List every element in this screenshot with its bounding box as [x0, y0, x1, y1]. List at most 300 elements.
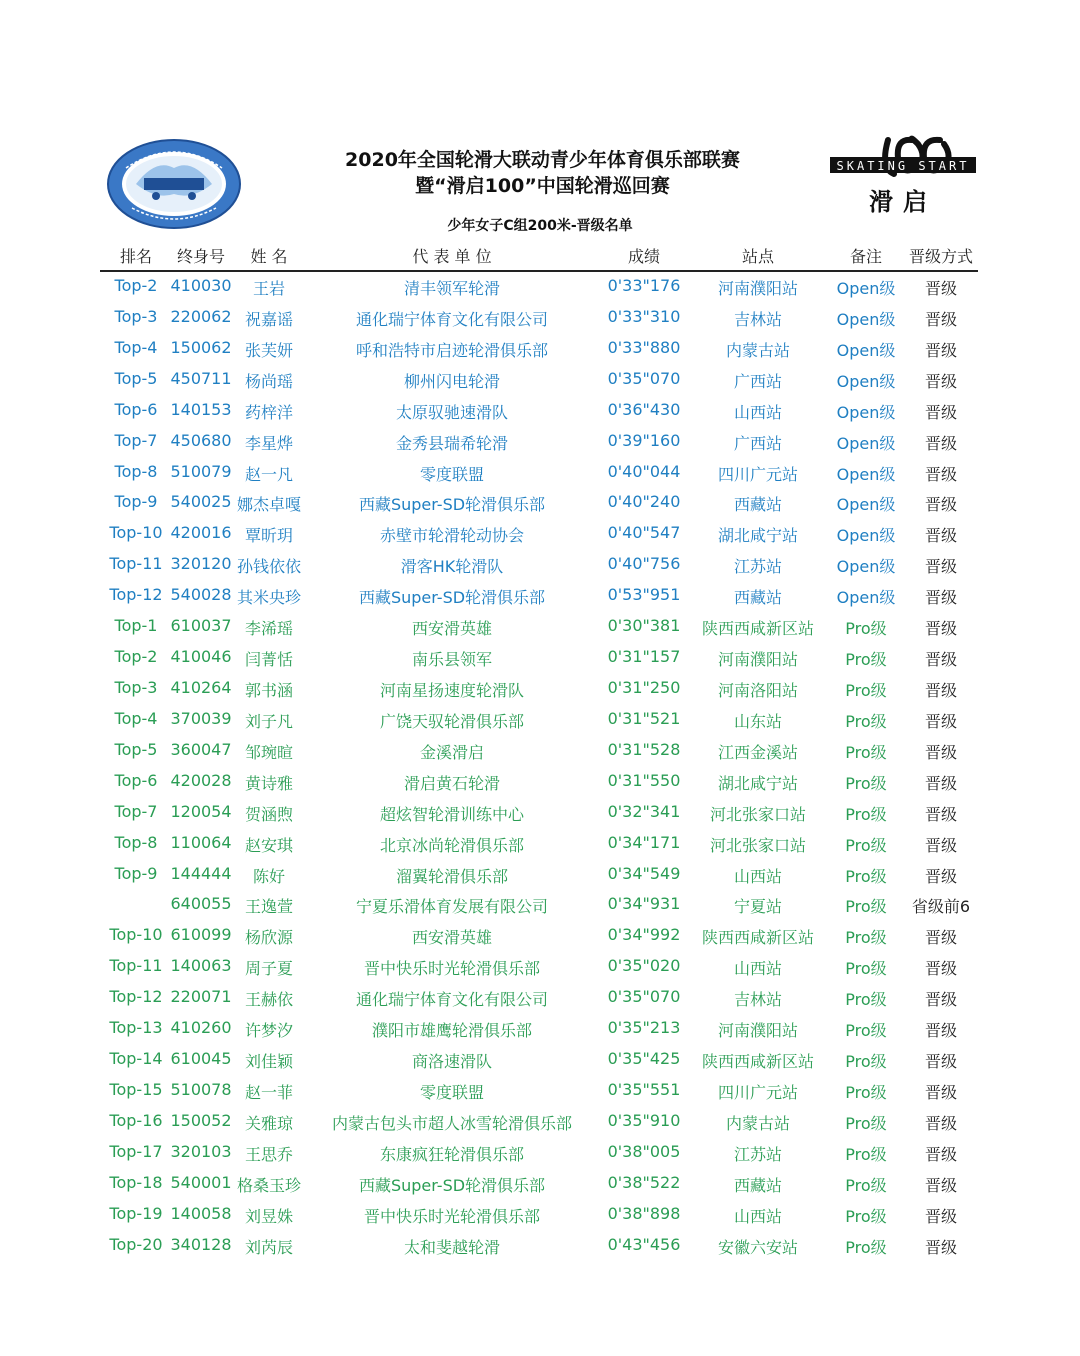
cell-name: 娜杰卓嘎: [236, 495, 301, 515]
cell-id: 320103: [170, 1141, 232, 1161]
cell-score: 0'35"551: [607, 1079, 681, 1099]
table-row: [100, 1076, 978, 1107]
cell-name: 赵安琪: [244, 835, 293, 855]
cell-score: 0'35"425: [607, 1049, 681, 1069]
cell-id: 370039: [170, 708, 232, 728]
cell-name: 格桑玉珍: [236, 1175, 301, 1195]
cell-note: Pro级: [845, 804, 887, 824]
cell-name: 郭书涵: [244, 680, 293, 700]
cell-note: Pro级: [845, 773, 887, 793]
cell-id: 540001: [170, 1172, 232, 1192]
cell-way: 晋级: [924, 1082, 957, 1102]
cell-note: Pro级: [845, 928, 887, 948]
table-row: [100, 767, 978, 798]
cell-id: 410046: [170, 647, 232, 667]
cell-score: 0'30"381: [607, 616, 681, 636]
cell-way: 晋级: [924, 680, 957, 700]
cell-rank: Top-16: [109, 1110, 163, 1130]
cell-unit: 内蒙古包头市超人冰雪轮滑俱乐部: [331, 1113, 572, 1133]
cell-note: Pro级: [845, 1082, 887, 1102]
cell-name: 孙钱依依: [236, 557, 301, 577]
cell-note: Open级: [836, 433, 896, 453]
cell-way: 晋级: [924, 928, 957, 948]
cell-unit: 清丰领军轮滑: [403, 279, 500, 298]
table-row: [100, 303, 978, 334]
cell-id: 420028: [170, 770, 232, 790]
cell-rank: Top-4: [114, 708, 158, 728]
cell-way: 晋级: [924, 990, 957, 1010]
cell-id: 410030: [170, 276, 232, 295]
cell-unit: 太和斐越轮滑: [403, 1237, 500, 1257]
cell-rank: Top-1: [114, 616, 158, 636]
table-row: [100, 736, 978, 767]
table-row: [100, 272, 978, 303]
cell-rank: Top-18: [109, 1172, 163, 1192]
cell-way: 晋级: [924, 526, 957, 546]
cell-unit: 柳州闪电轮滑: [403, 371, 500, 391]
cell-id: 610099: [170, 925, 232, 945]
cell-id: 140153: [170, 399, 232, 419]
cell-note: Pro级: [845, 866, 887, 886]
table-row: [100, 1107, 978, 1138]
cell-unit: 西安滑英雄: [411, 619, 492, 639]
cell-name: 李星烨: [244, 433, 293, 453]
cell-note: Pro级: [845, 1144, 887, 1164]
table-row: [100, 519, 978, 550]
cell-note: Pro级: [845, 1021, 887, 1041]
cell-way: 晋级: [924, 371, 957, 391]
cell-rank: Top-8: [114, 832, 158, 852]
cell-note: Open级: [836, 588, 896, 608]
cell-note: Pro级: [845, 1175, 887, 1195]
cell-station: 内蒙古站: [725, 1113, 790, 1133]
cell-rank: Top-3: [114, 306, 158, 326]
header-id: 终身号: [176, 247, 225, 266]
cell-score: 0'33"310: [607, 306, 681, 326]
cell-note: Pro级: [845, 711, 887, 731]
cell-id: 140063: [170, 956, 232, 976]
cell-rank: Top-7: [114, 801, 158, 821]
cell-unit: 晋中快乐时光轮滑俱乐部: [363, 1206, 540, 1226]
cell-note: Pro级: [845, 742, 887, 762]
cell-score: 0'31"550: [607, 770, 681, 790]
cell-unit: 东康疯狂轮滑俱乐部: [379, 1144, 524, 1164]
cell-score: 0'36"430: [607, 399, 681, 419]
cell-id: 610037: [170, 616, 232, 636]
cell-name: 贺涵煦: [244, 804, 293, 824]
cell-name: 张芙妍: [244, 340, 293, 360]
header-station: 站点: [741, 247, 774, 266]
cell-rank: Top-5: [114, 739, 158, 759]
header-rank: 排名: [119, 247, 152, 266]
cell-name: 刘佳颖: [244, 1052, 293, 1072]
cell-note: Pro级: [845, 1113, 887, 1133]
cell-id: 420016: [170, 523, 232, 543]
cell-id: 360047: [170, 739, 232, 759]
cell-station: 陕西西咸新区站: [701, 619, 814, 639]
cell-id: 540025: [170, 492, 232, 512]
cell-score: 0'33"880: [607, 337, 681, 357]
cell-station: 山西站: [733, 402, 782, 422]
table-row: [100, 1014, 978, 1045]
cell-rank: Top-8: [114, 461, 158, 481]
cell-way: 晋级: [924, 433, 957, 453]
skating-start-logo: [828, 130, 978, 220]
table-row: [100, 1200, 978, 1231]
table-row: [100, 581, 978, 612]
cell-rank: Top-6: [114, 770, 158, 790]
cell-unit: 西藏Super-SD轮滑俱乐部: [358, 495, 546, 515]
cell-score: 0'35"070: [607, 987, 681, 1007]
cell-station: 河南濮阳站: [717, 1021, 798, 1041]
cell-way: 晋级: [924, 804, 957, 824]
cell-station: 湖北咸宁站: [717, 526, 798, 546]
cell-note: Pro级: [845, 1237, 887, 1257]
cell-unit: 溜翼轮滑俱乐部: [395, 866, 508, 886]
cell-unit: 广饶天驭轮滑俱乐部: [379, 711, 524, 731]
cell-way: 晋级: [924, 495, 957, 515]
cell-score: 0'32"341: [607, 801, 681, 821]
table-row: [100, 890, 978, 921]
cell-rank: Top-4: [114, 337, 158, 357]
cell-name: 赵一菲: [244, 1082, 293, 1102]
cell-note: Pro级: [845, 1206, 887, 1226]
cell-unit: 金秀县瑞希轮滑: [395, 433, 508, 453]
table-row: [100, 829, 978, 860]
table-row: [100, 550, 978, 581]
cell-way: 晋级: [924, 464, 957, 484]
cell-station: 湖北咸宁站: [717, 773, 798, 793]
table-row: [100, 674, 978, 705]
cell-way: 晋级: [924, 742, 957, 762]
cell-station: 吉林站: [733, 309, 782, 329]
cell-station: 宁夏站: [733, 897, 782, 917]
cell-name: 其米央珍: [236, 588, 301, 608]
table-row: [100, 1169, 978, 1200]
cell-id: 510078: [170, 1079, 232, 1099]
cell-unit: 北京冰尚轮滑俱乐部: [379, 835, 524, 855]
table-row: [100, 488, 978, 519]
cell-score: 0'31"157: [607, 647, 681, 667]
cell-id: 410260: [170, 1018, 232, 1038]
cell-score: 0'34"931: [607, 894, 681, 914]
cell-station: 河南濮阳站: [717, 279, 798, 298]
cell-way: 晋级: [924, 309, 957, 329]
cell-way: 晋级: [924, 835, 957, 855]
cell-station: 内蒙古站: [725, 340, 790, 360]
table-row: [100, 612, 978, 643]
cell-score: 0'35"213: [607, 1018, 681, 1038]
cell-name: 王岩: [252, 279, 285, 298]
cell-rank: Top-11: [109, 956, 163, 976]
cell-score: 0'39"160: [607, 430, 681, 450]
cell-note: Pro级: [845, 650, 887, 670]
cell-note: Open级: [836, 495, 896, 515]
results-table: [100, 272, 978, 1262]
cell-way: 晋级: [924, 773, 957, 793]
cell-score: 0'31"521: [607, 708, 681, 728]
table-header: [100, 242, 978, 272]
cell-note: Open级: [836, 557, 896, 577]
cell-id: 140058: [170, 1203, 232, 1223]
svg-text:滑启: 滑启: [869, 188, 937, 216]
cell-name: 李浠瑶: [244, 619, 293, 639]
table-row: [100, 983, 978, 1014]
cell-rank: Top-11: [109, 554, 163, 574]
cell-station: 山东站: [733, 711, 782, 731]
cell-station: 安徽六安站: [717, 1237, 798, 1257]
cell-way: 晋级: [924, 959, 957, 979]
cell-id: 540028: [170, 585, 232, 605]
cell-name: 刘芮辰: [244, 1237, 293, 1257]
cell-note: Pro级: [845, 835, 887, 855]
cell-name: 周子夏: [244, 959, 293, 979]
cell-name: 陈好: [252, 866, 285, 886]
cell-rank: Top-10: [109, 523, 163, 543]
cell-station: 河北张家口站: [709, 804, 806, 824]
cell-rank: Top-6: [114, 399, 158, 419]
cell-rank: Top-12: [109, 987, 163, 1007]
cell-unit: 西藏Super-SD轮滑俱乐部: [358, 588, 546, 608]
cell-rank: Top-9: [114, 863, 158, 883]
table-row: [100, 334, 978, 365]
cell-way: 晋级: [924, 711, 957, 731]
table-row: [100, 458, 978, 489]
cell-rank: Top-5: [114, 368, 158, 388]
cell-rank: Top-14: [109, 1049, 163, 1069]
cell-score: 0'38"898: [607, 1203, 681, 1223]
cell-score: 0'31"250: [607, 677, 681, 697]
cell-rank: Top-9: [114, 492, 158, 512]
cell-name: 黄诗雅: [244, 773, 293, 793]
cell-note: Pro级: [845, 959, 887, 979]
cell-rank: Top-2: [114, 647, 158, 667]
list-subtitle: 少年女子C组200米-晋级名单: [447, 218, 633, 234]
cell-station: 西藏站: [733, 588, 782, 608]
cell-note: Open级: [836, 279, 896, 298]
cell-id: 450711: [170, 368, 232, 388]
cell-score: 0'35"070: [607, 368, 681, 388]
cell-note: Open级: [836, 526, 896, 546]
cell-id: 220062: [170, 306, 232, 326]
cell-way: 晋级: [924, 557, 957, 577]
cell-note: Open级: [836, 309, 896, 329]
cell-way: 晋级: [924, 340, 957, 360]
cell-station: 西藏站: [733, 1175, 782, 1195]
cell-station: 江苏站: [733, 557, 782, 577]
cell-station: 江西金溪站: [717, 742, 798, 762]
cell-id: 340128: [170, 1234, 232, 1254]
table-row: [100, 921, 978, 952]
cell-score: 0'35"020: [607, 956, 681, 976]
cell-score: 0'40"547: [607, 523, 681, 543]
cell-rank: Top-7: [114, 430, 158, 450]
cell-id: 110064: [170, 832, 232, 852]
cell-station: 河南洛阳站: [717, 680, 798, 700]
header-way: 晋级方式: [908, 247, 973, 266]
cell-note: Pro级: [845, 1052, 887, 1072]
cell-name: 王思乔: [244, 1144, 293, 1164]
cell-way: 晋级: [924, 1113, 957, 1133]
cell-rank: Top-13: [109, 1018, 163, 1038]
cell-name: 刘昱姝: [244, 1206, 293, 1226]
cell-way: 晋级: [924, 588, 957, 608]
cell-score: 0'38"522: [607, 1172, 681, 1192]
table-row: [100, 396, 978, 427]
cell-name: 祝嘉谣: [244, 309, 293, 329]
header-unit: 代 表 单 位: [412, 247, 492, 266]
page-title-line2: 暨“滑启100”中国轮滑巡回赛: [415, 175, 670, 197]
cell-unit: 南乐县领军: [411, 650, 492, 670]
cell-way: 晋级: [924, 1206, 957, 1226]
cell-way: 晋级: [924, 1021, 957, 1041]
cell-unit: 濮阳市雄鹰轮滑俱乐部: [371, 1021, 532, 1041]
cell-note: Open级: [836, 340, 896, 360]
cell-way: 晋级: [924, 402, 957, 422]
cell-station: 四川广元站: [717, 1082, 798, 1102]
cell-unit: 通化瑞宁体育文化有限公司: [355, 309, 548, 329]
cell-id: 120054: [170, 801, 232, 821]
cell-note: Pro级: [845, 680, 887, 700]
table-row: [100, 1138, 978, 1169]
table-row: [100, 1231, 978, 1262]
cell-way: 晋级: [924, 650, 957, 670]
cell-score: 0'34"171: [607, 832, 681, 852]
cell-rank: Top-20: [109, 1234, 163, 1254]
cell-station: 吉林站: [733, 990, 782, 1010]
cell-name: 关雅琼: [244, 1113, 293, 1133]
table-row: [100, 1045, 978, 1076]
association-logo: [106, 138, 242, 230]
cell-way: 省级前6: [911, 897, 971, 917]
cell-name: 杨欣源: [244, 928, 293, 948]
cell-station: 河南濮阳站: [717, 650, 798, 670]
cell-note: Open级: [836, 371, 896, 391]
cell-id: 410264: [170, 677, 232, 697]
cell-score: 0'31"528: [607, 739, 681, 759]
cell-unit: 西安滑英雄: [411, 928, 492, 948]
cell-unit: 滑启黄石轮滑: [403, 773, 500, 793]
cell-station: 西藏站: [733, 495, 782, 515]
cell-note: Open级: [836, 402, 896, 422]
cell-name: 药梓洋: [244, 402, 293, 422]
cell-id: 450680: [170, 430, 232, 450]
cell-station: 河北张家口站: [709, 835, 806, 855]
cell-score: 0'34"992: [607, 925, 681, 945]
cell-id: 150062: [170, 337, 232, 357]
table-row: [100, 427, 978, 458]
cell-score: 0'34"549: [607, 863, 681, 883]
cell-station: 陕西西咸新区站: [701, 928, 814, 948]
cell-unit: 滑客HK轮滑队: [400, 557, 504, 577]
table-row: [100, 952, 978, 983]
cell-id: 510079: [170, 461, 232, 481]
cell-name: 赵一凡: [244, 464, 293, 484]
cell-rank: Top-17: [109, 1141, 163, 1161]
cell-score: 0'35"910: [607, 1110, 681, 1130]
cell-station: 山西站: [733, 959, 782, 979]
cell-rank: Top-10: [109, 925, 163, 945]
table-row: [100, 798, 978, 829]
svg-text:SKATING START: SKATING START: [836, 159, 970, 173]
cell-name: 邹琬暄: [244, 742, 293, 762]
cell-id: 610045: [170, 1049, 232, 1069]
cell-station: 山西站: [733, 1206, 782, 1226]
cell-name: 闫菁恬: [244, 650, 293, 670]
cell-rank: Top-2: [114, 276, 158, 295]
cell-note: Pro级: [845, 897, 887, 917]
cell-station: 江苏站: [733, 1144, 782, 1164]
cell-unit: 零度联盟: [419, 1082, 484, 1102]
cell-note: Pro级: [845, 619, 887, 639]
cell-name: 覃昕玥: [244, 526, 293, 546]
header-note: 备注: [849, 247, 882, 266]
cell-unit: 通化瑞宁体育文化有限公司: [355, 990, 548, 1010]
cell-rank: Top-19: [109, 1203, 163, 1223]
table-row: [100, 860, 978, 891]
cell-way: 晋级: [924, 866, 957, 886]
cell-way: 晋级: [924, 1237, 957, 1257]
cell-way: 晋级: [924, 1144, 957, 1164]
cell-score: 0'40"240: [607, 492, 681, 512]
cell-id: 144444: [170, 863, 232, 883]
cell-unit: 零度联盟: [419, 464, 484, 484]
cell-way: 晋级: [924, 1175, 957, 1195]
page-title: 2020年全国轮滑大联动青少年体育俱乐部联赛: [345, 149, 740, 171]
table-row: [100, 365, 978, 396]
cell-way: 晋级: [924, 619, 957, 639]
skating-start-mark-icon: [828, 130, 978, 220]
cell-unit: 超炫智轮滑训练中心: [379, 804, 524, 824]
cell-score: 0'38"005: [607, 1141, 681, 1161]
cell-unit: 金溪滑启: [419, 742, 484, 762]
cell-name: 刘子凡: [244, 711, 293, 731]
cell-score: 0'43"456: [607, 1234, 681, 1254]
cell-unit: 晋中快乐时光轮滑俱乐部: [363, 959, 540, 979]
cell-unit: 宁夏乐滑体育发展有限公司: [355, 897, 548, 917]
cell-unit: 商洛速滑队: [411, 1052, 492, 1072]
cell-way: 晋级: [924, 1052, 957, 1072]
table-row: [100, 643, 978, 674]
cell-id: 640055: [170, 894, 232, 914]
cell-id: 220071: [170, 987, 232, 1007]
cell-note: Open级: [836, 464, 896, 484]
cell-station: 山西站: [733, 866, 782, 886]
header-name: 姓 名: [250, 247, 288, 266]
table-row: [100, 705, 978, 736]
cell-name: 杨尚瑶: [244, 371, 293, 391]
cell-station: 四川广元站: [717, 464, 798, 484]
cell-rank: Top-12: [109, 585, 163, 605]
cell-rank: Top-15: [109, 1079, 163, 1099]
cell-rank: Top-3: [114, 677, 158, 697]
cell-score: 0'40"756: [607, 554, 681, 574]
cell-station: 广西站: [733, 371, 782, 391]
cell-note: Pro级: [845, 990, 887, 1010]
cell-score: 0'53"951: [607, 585, 681, 605]
cell-unit: 呼和浩特市启迹轮滑俱乐部: [355, 340, 548, 360]
cell-name: 王逸萱: [244, 897, 293, 917]
header-score: 成绩: [627, 247, 660, 266]
cell-name: 许梦汐: [244, 1021, 293, 1041]
cell-station: 陕西西咸新区站: [701, 1052, 814, 1072]
cell-score: 0'33"176: [607, 276, 681, 295]
cell-way: 晋级: [924, 279, 957, 298]
cell-id: 150052: [170, 1110, 232, 1130]
cell-unit: 西藏Super-SD轮滑俱乐部: [358, 1175, 546, 1195]
cell-unit: 赤壁市轮滑轮动协会: [379, 526, 524, 546]
cell-unit: 河南星扬速度轮滑队: [379, 680, 524, 700]
